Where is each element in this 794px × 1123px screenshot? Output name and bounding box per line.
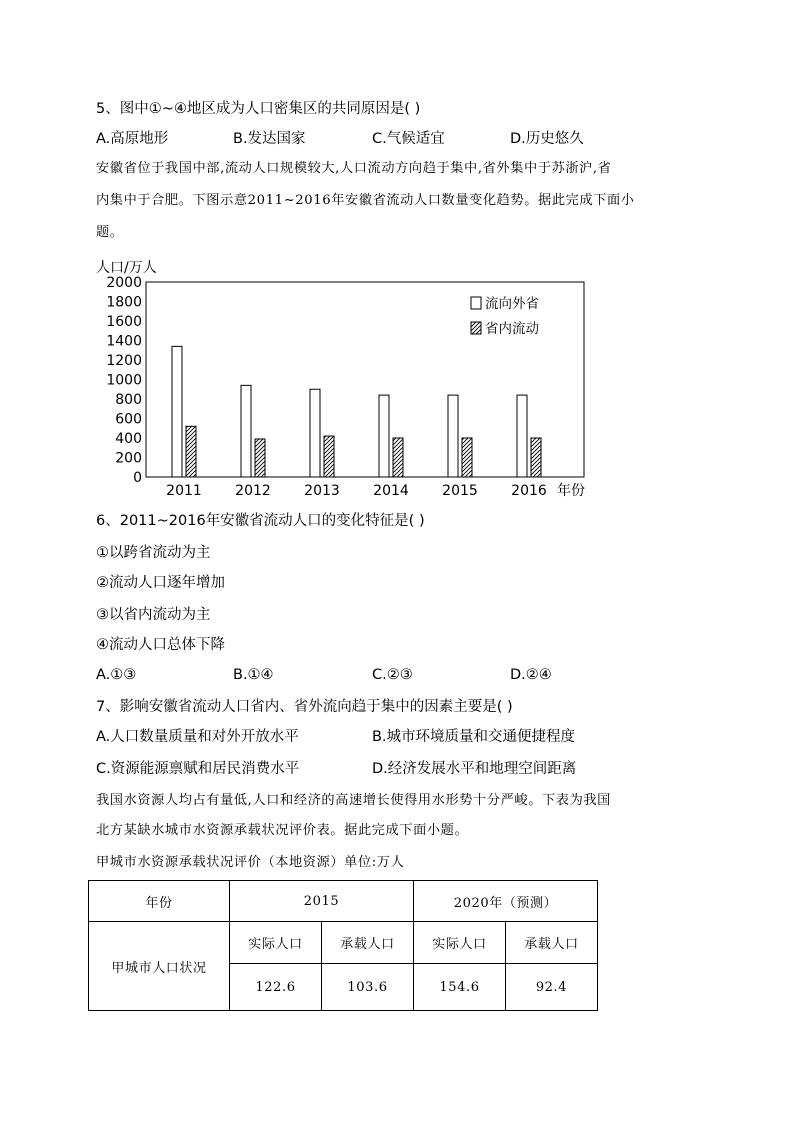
y-tick-label-400: 400 — [115, 431, 142, 447]
q6-item-4: ④流动人口总体下降 — [96, 637, 225, 653]
q5-option-d[interactable]: D.历史悠久 — [510, 131, 584, 147]
bar-outflow-2012 — [241, 385, 251, 477]
bar-outflow-2016 — [517, 395, 527, 477]
water-capacity-table — [88, 880, 598, 1011]
q5-option-c[interactable]: C.气候适宜 — [372, 131, 445, 147]
bar-intraprovince-2015 — [462, 438, 472, 477]
value-2015-actual: 122.6 — [230, 964, 322, 1011]
legend — [471, 295, 539, 337]
bar-outflow-2013 — [310, 389, 320, 477]
bar-intraprovince-2012 — [255, 439, 265, 477]
q5-option-a[interactable]: A.高原地形 — [96, 131, 169, 147]
x-tick-label-2012: 2012 — [235, 483, 271, 499]
header-2015: 2015 — [230, 881, 414, 922]
y-tick-label-800: 800 — [115, 392, 142, 408]
table-caption: 甲城市水资源承载状况评价（本地资源）单位:万人 — [96, 855, 405, 870]
subheader-2015-capacity: 承载人口 — [322, 922, 414, 964]
bar-outflow-2015 — [448, 395, 458, 477]
passage-2-line-2: 北方某缺水城市水资源承载状况评价表。据此完成下面小题。 — [96, 823, 469, 838]
q7-option-d[interactable]: D.经济发展水平和地理空间距离 — [372, 761, 577, 777]
bar-intraprovince-2016 — [531, 438, 541, 477]
x-tick-label-2014: 2014 — [373, 483, 409, 499]
bar-intraprovince-2014 — [393, 438, 403, 477]
question-6-stem: 6、2011~2016年安徽省流动人口的变化特征是( ) — [96, 513, 425, 529]
y-tick-label-1000: 1000 — [106, 372, 142, 389]
q7-option-c[interactable]: C.资源能源禀赋和居民消费水平 — [96, 761, 300, 777]
value-2015-capacity: 103.6 — [322, 964, 414, 1011]
y-tick-label-2000: 2000 — [106, 275, 142, 291]
passage-1-line-3: 题。 — [96, 225, 124, 240]
population-bar-chart — [90, 252, 610, 502]
q6-option-c[interactable]: C.②③ — [372, 667, 413, 683]
bar-outflow-2011 — [172, 346, 182, 477]
subheader-2020-capacity: 承载人口 — [506, 922, 598, 964]
header-2020-forecast: 2020年（预测） — [414, 881, 598, 922]
y-tick-label-1400: 1400 — [106, 333, 142, 350]
q5-option-b[interactable]: B.发达国家 — [233, 131, 306, 147]
value-2020-capacity: 92.4 — [506, 964, 598, 1011]
x-tick-label-2011: 2011 — [166, 483, 202, 499]
q6-option-d[interactable]: D.②④ — [510, 667, 552, 683]
y-tick-label-1800: 1800 — [106, 294, 142, 311]
legend-swatch-intraprovince — [471, 322, 481, 334]
subheader-2015-actual: 实际人口 — [230, 922, 322, 964]
y-tick-label-1600: 1600 — [106, 314, 142, 330]
x-tick-label-2015: 2015 — [442, 483, 478, 499]
bar-intraprovince-2011 — [186, 426, 196, 477]
x-tick-label-2016: 2016 — [511, 483, 547, 499]
passage-1-line-2: 内集中于合肥。下图示意2011~2016年安徽省流动人口数量变化趋势。据此完成下面小 — [96, 193, 635, 208]
passage-1-line-1: 安徽省位于我国中部,流动人口规模较大,人口流动方向趋于集中,省外集中于苏浙沪,省 — [96, 161, 612, 176]
header-year-cell: 年份 — [89, 881, 230, 922]
value-2020-actual: 154.6 — [414, 964, 506, 1011]
legend-label-intraprovince: 省内流动 — [485, 321, 539, 337]
question-7-stem: 7、影响安徽省流动人口省内、省外流向趋于集中的因素主要是( ) — [96, 699, 513, 715]
y-tick-label-1200: 1200 — [106, 353, 142, 369]
x-axis-label: 年份 — [557, 483, 585, 499]
bar-intraprovince-2013 — [324, 436, 334, 477]
row-label-population: 甲城市人口状况 — [89, 922, 230, 1011]
y-axis-label: 人口/万人 — [96, 260, 157, 276]
y-tick-label-600: 600 — [115, 411, 142, 428]
q6-item-3: ③以省内流动为主 — [96, 607, 211, 623]
legend-label-outflow: 流向外省 — [485, 296, 539, 312]
passage-2-line-1: 我国水资源人均占有量低,人口和经济的高速增长使得用水形势十分严峻。下表为我国 — [96, 793, 611, 808]
q6-item-2: ②流动人口逐年增加 — [96, 575, 225, 591]
bar-outflow-2014 — [379, 395, 389, 477]
question-5-stem: 5、图中①~④地区成为人口密集区的共同原因是( ) — [96, 101, 421, 117]
legend-swatch-outflow — [471, 297, 481, 309]
y-tick-label-0: 0 — [133, 470, 142, 486]
subheader-2020-actual: 实际人口 — [414, 922, 506, 964]
q7-option-a[interactable]: A.人口数量质量和对外开放水平 — [96, 729, 299, 745]
x-tick-label-2013: 2013 — [304, 483, 340, 499]
y-tick-label-200: 200 — [115, 450, 142, 467]
q6-option-a[interactable]: A.①③ — [96, 667, 137, 683]
q6-item-1: ①以跨省流动为主 — [96, 545, 211, 561]
q6-option-b[interactable]: B.①④ — [233, 667, 274, 683]
q7-option-b[interactable]: B.城市环境质量和交通便捷程度 — [372, 729, 576, 745]
